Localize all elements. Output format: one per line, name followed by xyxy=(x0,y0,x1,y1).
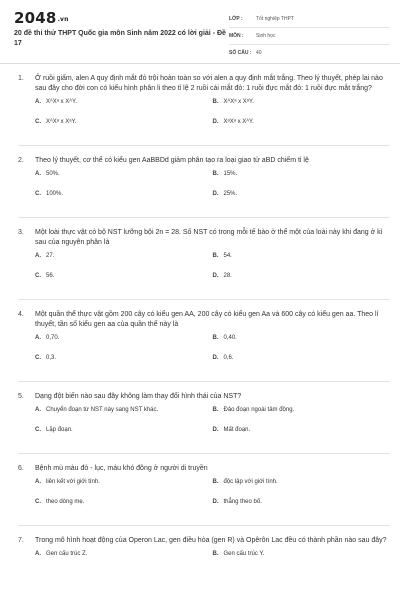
option-text: XᴬXᵃ x XᴬY. xyxy=(46,99,77,105)
question-1 xyxy=(18,64,390,146)
option-letter: A. xyxy=(35,335,41,341)
option-b[interactable] xyxy=(213,253,391,273)
option-letter: D. xyxy=(212,273,219,279)
question-number: 2. xyxy=(18,157,24,164)
question-text: Một quần thể thực vật gồm 200 cây có kiểu gen AA, 200 cây có kiểu gen Aa và 600 cây có kiểu gen aa. Theo lí thuyết, tần số kiểu gen aa của quần thể này là xyxy=(35,311,379,328)
option-c[interactable] xyxy=(35,427,213,447)
option-text: 54. xyxy=(223,253,232,259)
option-a[interactable] xyxy=(35,335,213,355)
option-a[interactable] xyxy=(35,99,213,119)
option-text: XᴬXᵃ x XᵃY. xyxy=(223,99,254,105)
question-2 xyxy=(18,146,390,218)
answer-options xyxy=(35,335,390,375)
option-letter: C. xyxy=(35,191,41,197)
document-meta xyxy=(229,11,390,61)
option-letter: D. xyxy=(212,191,219,197)
option-letter: A. xyxy=(35,253,41,259)
option-a[interactable] xyxy=(35,551,213,571)
logo-suffix: .vn xyxy=(57,16,69,23)
question-stem xyxy=(18,392,390,402)
meta-value: 40 xyxy=(256,50,262,56)
option-text: 27. xyxy=(46,253,55,259)
option-text: Lặp đoạn. xyxy=(46,427,73,433)
question-number: 1. xyxy=(18,75,24,82)
option-text: 50%. xyxy=(46,171,60,177)
document-header xyxy=(0,0,400,64)
option-text: 25%. xyxy=(223,191,238,197)
answer-options xyxy=(35,253,390,293)
option-text: XᴬXᵃ x XᵃY. xyxy=(46,119,77,125)
option-letter: A. xyxy=(35,551,41,557)
option-letter: D. xyxy=(212,355,219,361)
option-letter: C. xyxy=(35,273,41,279)
question-number: 7. xyxy=(18,537,24,544)
option-b[interactable] xyxy=(213,335,391,355)
logo-text: 2048 xyxy=(14,9,57,27)
option-letter: C. xyxy=(35,119,41,125)
document-title: 20 đề thi thử THPT Quốc gia môn Sinh năm 2022 có lời giải - Đề 17 xyxy=(14,30,226,47)
option-a[interactable] xyxy=(35,407,213,427)
meta-row-subject xyxy=(229,28,390,45)
option-c[interactable] xyxy=(35,273,213,293)
option-text: 0,40. xyxy=(223,335,237,341)
option-d[interactable] xyxy=(213,499,391,519)
question-stem xyxy=(18,228,390,248)
question-stem xyxy=(18,464,390,474)
question-stem xyxy=(18,310,390,330)
meta-row-class xyxy=(229,11,390,28)
answer-options xyxy=(35,99,390,139)
option-letter: D. xyxy=(212,119,219,125)
question-5 xyxy=(18,382,390,454)
option-text: 15%. xyxy=(223,171,238,177)
answer-options xyxy=(35,171,390,211)
option-letter: B. xyxy=(212,407,219,413)
question-text: Ở ruồi giấm, alen A quy định mắt đỏ trội hoàn toàn so với alen a quy định mắt trắng. Theo lý thuyết, phép lai nào sau đây cho đời con có kiểu hình phân li theo tỉ lệ 2 ruồi cái mắt đỏ: 1 ruồi đực mắt đỏ: 1 ruồi đực mắt trắng? xyxy=(35,75,383,92)
question-list xyxy=(0,64,400,577)
option-c[interactable] xyxy=(35,119,213,139)
meta-label: SỐ CÂU : xyxy=(229,50,252,56)
option-d[interactable] xyxy=(213,273,391,293)
option-text: thẳng theo bố. xyxy=(223,499,262,505)
option-b[interactable] xyxy=(213,551,391,571)
meta-value: Tốt nghiệp THPT xyxy=(256,16,294,22)
option-text: 56. xyxy=(46,273,55,279)
question-text: Dạng đột biến nào sau đây không làm thay đổi hình thái của NST? xyxy=(35,393,242,400)
question-3 xyxy=(18,218,390,300)
option-letter: B. xyxy=(212,551,219,557)
question-number: 3. xyxy=(18,229,24,236)
meta-value: Sinh học xyxy=(256,33,276,39)
option-d[interactable] xyxy=(213,355,391,375)
option-b[interactable] xyxy=(213,171,391,191)
meta-label: LỚP : xyxy=(229,16,243,22)
question-number: 4. xyxy=(18,311,24,318)
option-b[interactable] xyxy=(213,479,391,499)
option-a[interactable] xyxy=(35,479,213,499)
answer-options xyxy=(35,479,390,519)
option-c[interactable] xyxy=(35,191,213,211)
option-d[interactable] xyxy=(213,119,391,139)
option-a[interactable] xyxy=(35,253,213,273)
question-text: Một loài thực vật có bộ NST lưỡng bội 2n = 28. Số NST có trong mỗi tế bào ở thể một của loài này khi đang ở kì sau của nguyên phân là xyxy=(35,229,383,246)
option-text: theo dòng mẹ. xyxy=(46,499,85,505)
question-7 xyxy=(18,526,390,577)
option-text: Chuyển đoạn từ NST này sang NST khác. xyxy=(46,407,159,413)
option-text: 100%. xyxy=(46,191,64,197)
option-c[interactable] xyxy=(35,499,213,519)
option-letter: B. xyxy=(212,479,219,485)
question-stem xyxy=(18,74,390,94)
option-letter: D. xyxy=(212,499,219,505)
option-text: XᵃXᵃ x XᴬY. xyxy=(223,119,254,125)
option-text: 0,3. xyxy=(46,355,57,361)
option-c[interactable] xyxy=(35,355,213,375)
question-stem xyxy=(18,536,390,546)
option-letter: B. xyxy=(212,253,219,259)
question-4 xyxy=(18,300,390,382)
option-text: 0,70. xyxy=(46,335,60,341)
option-letter: C. xyxy=(35,427,41,433)
option-b[interactable] xyxy=(213,407,391,427)
option-text: Gen cấu trúc Z. xyxy=(46,551,88,557)
answer-options xyxy=(35,407,390,447)
option-text: liên kết với giới tính. xyxy=(46,479,100,485)
option-letter: D. xyxy=(212,427,219,433)
option-letter: B. xyxy=(212,335,219,341)
site-logo[interactable] xyxy=(14,9,69,27)
option-letter: B. xyxy=(212,99,219,105)
question-text: Theo lý thuyết, cơ thể có kiểu gen AaBBDd giảm phân tạo ra loại giao tử aBD chiếm tỉ lệ xyxy=(35,157,309,164)
option-letter: A. xyxy=(35,99,41,105)
option-letter: C. xyxy=(35,355,41,361)
option-a[interactable] xyxy=(35,171,213,191)
answer-options xyxy=(35,551,390,571)
option-letter: B. xyxy=(212,171,219,177)
option-text: 0,6. xyxy=(223,355,234,361)
option-text: 28. xyxy=(223,273,232,279)
question-text: Trong mô hình hoạt động của Operon Lac, gen điều hòa (gen R) và Opêrôn Lac đều có thành phần nào sau đây? xyxy=(35,537,387,544)
question-text: Bệnh mù màu đỏ - lục, máu khó đông ở người di truyền xyxy=(35,465,208,472)
meta-row-count xyxy=(229,45,390,61)
option-letter: A. xyxy=(35,479,41,485)
option-letter: C. xyxy=(35,499,41,505)
question-number: 5. xyxy=(18,393,24,400)
question-number: 6. xyxy=(18,465,24,472)
option-d[interactable] xyxy=(213,427,391,447)
option-text: Gen cấu trúc Y. xyxy=(223,551,265,557)
meta-label: MÔN : xyxy=(229,33,244,39)
option-letter: A. xyxy=(35,171,41,177)
option-text: độc lập với giới tính. xyxy=(223,479,278,485)
option-b[interactable] xyxy=(213,99,391,119)
option-text: Mất đoạn. xyxy=(223,427,251,433)
option-text: Đảo đoạn ngoài tâm động. xyxy=(223,407,295,413)
question-6 xyxy=(18,454,390,526)
option-letter: A. xyxy=(35,407,41,413)
question-stem xyxy=(18,156,390,166)
option-d[interactable] xyxy=(213,191,391,211)
